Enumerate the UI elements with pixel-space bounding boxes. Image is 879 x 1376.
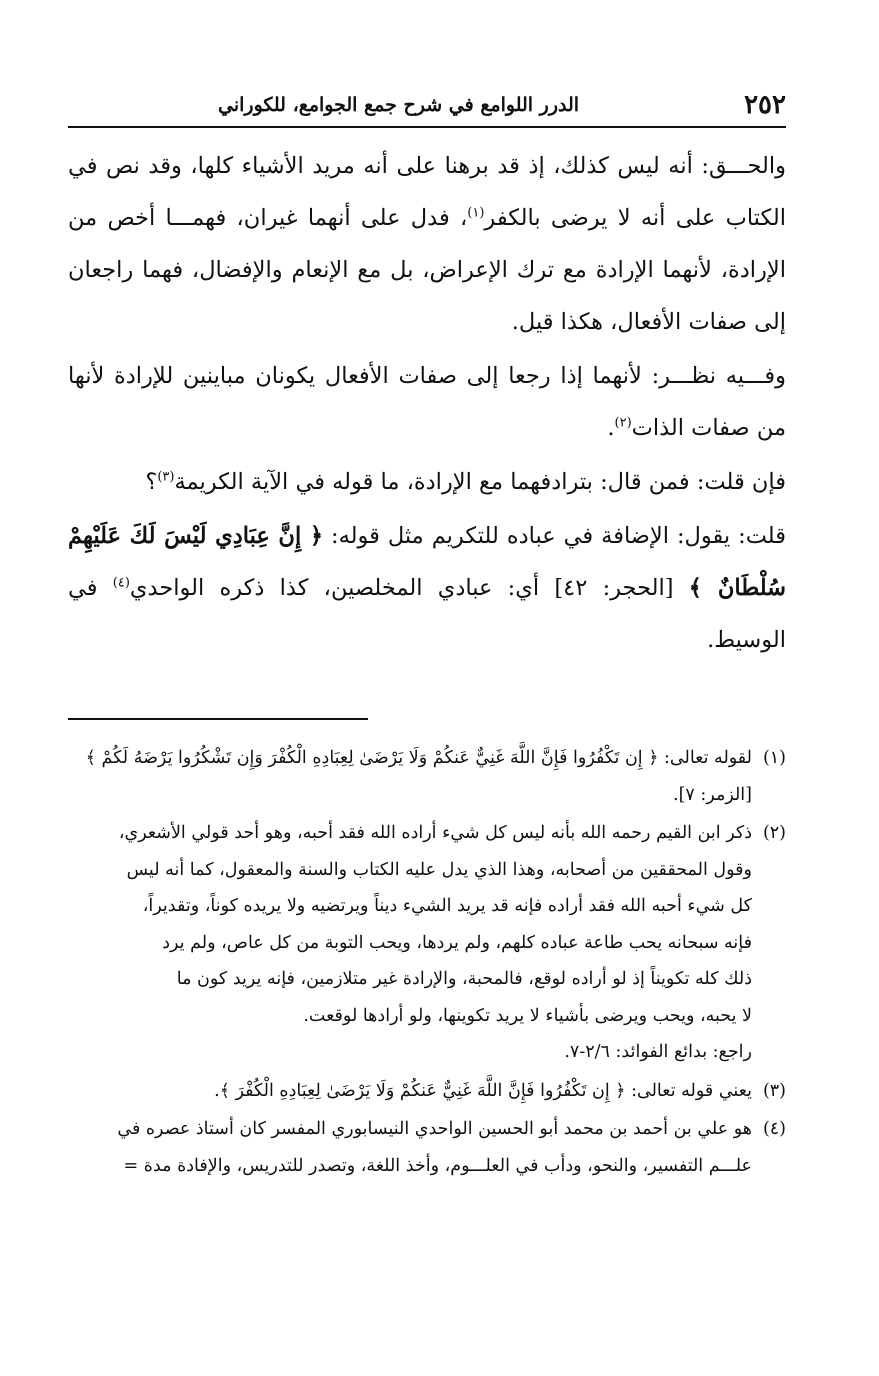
footnote-ref-2: (٢) xyxy=(614,415,632,431)
footnote-number: (٢) xyxy=(762,823,786,843)
footnote-body xyxy=(68,1111,752,1184)
footnote-line: لقوله تعالى: ﴿ إِن تَكْفُرُوا فَإِنَّ اللَّهَ غَنِيٌّ عَنكُمْ وَلَا يَرْضَىٰ لِعِبَادِهِ الْكُفْرَ وَإِن تَشْكُرُوا يَرْضَهُ لَكُمْ ﴾ xyxy=(85,748,752,768)
paragraph-3-text-a: فإن قلت: فمن قال: بترادفهما مع الإرادة، ما قوله في الآية الكريمة xyxy=(174,469,786,495)
paragraph-4-text-b: [الحجر: ٤٢] أي: عبادي المخلصين، كذا ذكره الواحدي xyxy=(129,575,689,601)
footnote-ref-4: (٤) xyxy=(112,575,130,591)
footnote-body xyxy=(68,815,752,1071)
footnote-body xyxy=(68,740,752,813)
footnote-line: يعني قوله تعالى: ﴿ إِن تَكْفُرُوا فَإِنَّ اللَّهَ غَنِيٌّ عَنكُمْ وَلَا يَرْضَىٰ لِعِبَادِهِ الْكُفْرَ ﴾. xyxy=(214,1080,752,1101)
paragraph-2 xyxy=(68,350,786,454)
footnote-line: راجع: بدائع الفوائد: ٢/٦-٧. xyxy=(564,1042,752,1062)
footnote-line: فإنه سبحانه يحب طاعة عباده كلهم، ولم يردها، ويحب التوبة من كل عاص، ولم يرد xyxy=(162,932,752,953)
footnote-2 xyxy=(68,815,786,1071)
paragraph-3 xyxy=(68,456,786,508)
paragraph-1-text-b: ، فدل على أنهما غيران، فهمـــا أخص من الإرادة، لأنهما الإرادة مع ترك الإعراض، بل مع الإنعام والإفضال، فهما راجعان إلى صفات الأفعال، هكذا قيل. xyxy=(68,205,786,335)
page-header xyxy=(68,86,786,128)
footnote-3 xyxy=(68,1073,786,1110)
footnote-4 xyxy=(68,1111,786,1184)
footnote-number: (٣) xyxy=(762,1080,786,1101)
paragraph-1-text-a: والحـــق: أنه ليس كذلك، إذ قد برهنا على أنه مريد الأشياء كلها، وقد نص في الكتاب على أنه لا يرضى بالكفر xyxy=(68,153,787,231)
paragraph-2-text-a: وفـــيه نظـــر: لأنهما إذا رجعا إلى صفات الأفعال يكونان مباينين للإرادة لأنها من صفات الذات xyxy=(68,363,786,441)
paragraph-1 xyxy=(68,140,786,348)
footnote-line: لا يحبه، ويحب ويرضى بأشياء لا يريد تكوينها، ولو أرادها لوقعت. xyxy=(303,1005,752,1026)
page-number: ٢٥٢ xyxy=(744,90,786,120)
paragraph-3-text-b: ؟ xyxy=(145,469,158,495)
paragraph-4-text-c: في الوسيط. xyxy=(68,575,786,653)
running-title: الدرر اللوامع في شرح جمع الجوامع، للكوراني xyxy=(218,94,580,116)
footnote-number: (٤) xyxy=(762,1119,786,1139)
main-text xyxy=(68,140,786,666)
footnote-ref-1: (١) xyxy=(467,205,485,221)
footnote-line: وقول المحققين من أصحابه، وهذا الذي يدل عليه الكتاب والسنة والمعقول، كما أنه ليس xyxy=(126,859,752,880)
footnote-ref-3: (٣) xyxy=(157,469,175,485)
footnote-line: [الزمر: ٧]. xyxy=(673,784,752,805)
paragraph-2-text-b: . xyxy=(607,415,615,441)
paragraph-4-text-a: قلت: يقول: الإضافة في عباده للتكريم مثل قوله: xyxy=(323,523,786,549)
footnote-line: ذكر ابن القيم رحمه الله بأنه ليس كل شيء أراده الله فقد أحبه، وهو أحد قولي الأشعري، xyxy=(118,823,752,843)
footnote-body xyxy=(68,1073,752,1110)
footnote-separator xyxy=(68,718,368,720)
footnote-line: هو علي بن أحمد بن محمد أبو الحسين الواحدي النيسابوري المفسر كان أستاذ عصره في xyxy=(117,1119,752,1139)
footnote-1 xyxy=(68,740,786,813)
footnote-number: (١) xyxy=(762,748,786,768)
footnote-line: كل شيء أحبه الله فقد أراده فإنه قد يريد الشيء ديناً ويرتضيه ولا يريده كوناً، وتقديراً، xyxy=(142,896,752,916)
footnote-line: ذلك كله تكويناً إذ لو أراده لوقع، فالمحبة، والإرادة غير متلازمين، فإنه يريد كون ما xyxy=(176,969,752,989)
quran-verse: ﴿ إِنَّ عِبَادِي لَيْسَ لَكَ عَلَيْهِمْ سُلْطَانٌ ﴾ xyxy=(68,523,787,601)
paragraph-4 xyxy=(68,510,786,666)
book-page xyxy=(68,86,786,1184)
footnotes xyxy=(68,740,786,1184)
footnote-line: علـــم التفسير، والنحو، ودأب في العلـــوم، وأخذ اللغة، وتصدر للتدريس، والإفادة مدة = xyxy=(123,1155,752,1176)
